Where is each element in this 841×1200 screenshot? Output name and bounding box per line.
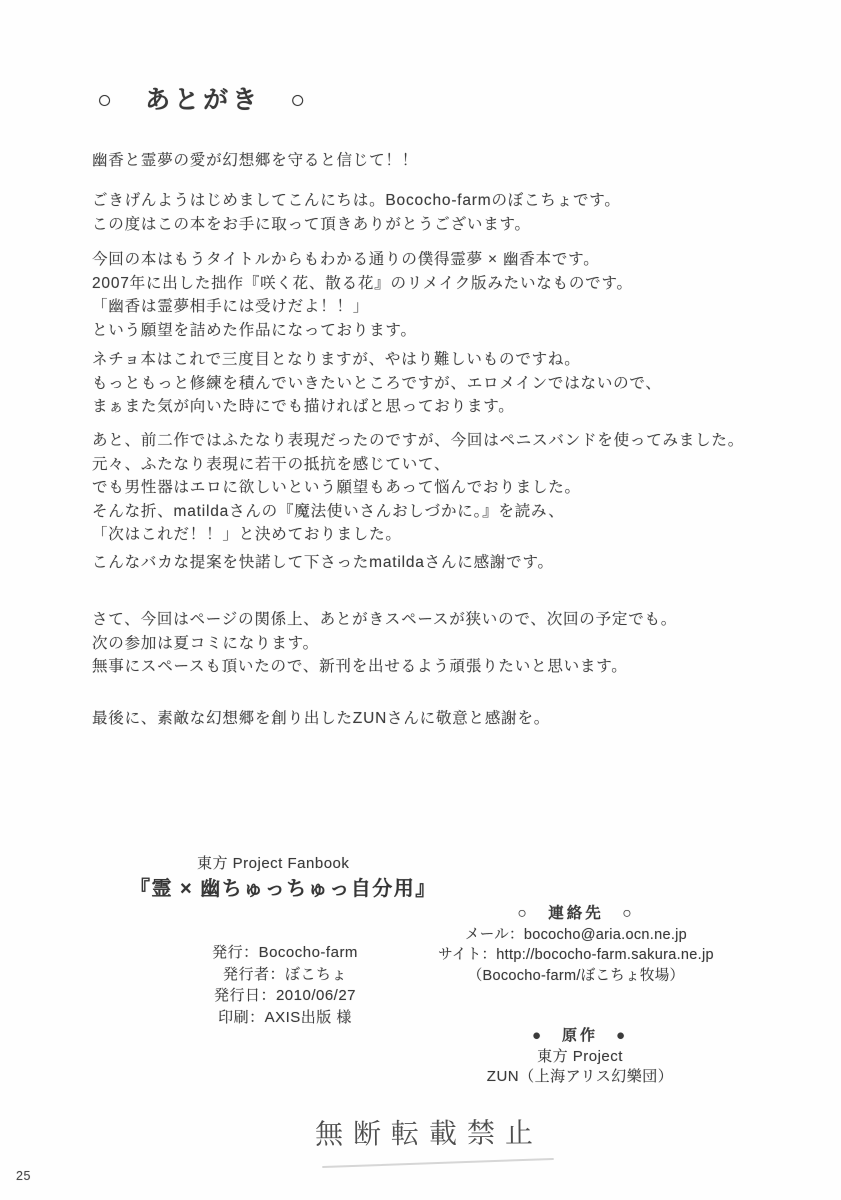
afterword-paragraph (92, 248, 633, 342)
notice-underline (322, 1158, 554, 1168)
afterword-line: そんな折、matildaさんの『魔法使いさんおしづかに。』を読み、 (92, 502, 565, 520)
afterword-line: 幽香と霊夢の愛が幻想郷を守ると信じて！！ (92, 152, 419, 169)
afterword-line: 今回の本はもうタイトルからもわかる通りの僕得霊夢 × 幽香本です。 (92, 251, 600, 268)
afterword-line: 「幽香は霊夢相手には受けだよ！！」 (92, 298, 370, 315)
afterword-line: ごきげんようはじめましてこんにちは。Bococho-farmのぼこちょです。 (92, 192, 621, 209)
original-work-creator: ZUN（上海アリス幻樂団） (486, 1068, 674, 1085)
afterword-line: 「次はこれだ！！」と決めておりました。 (92, 526, 402, 543)
afterword-line: あと、前二作ではふたなり表現だったのですが、今回はペニスバンドを使ってみました。 (92, 432, 745, 449)
afterword-line: 2007年に出した拙作『咲く花、散る花』のリメイク版みたいなものです。 (92, 274, 633, 292)
original-work-heading: ● 原作 ● (531, 1027, 629, 1044)
original-work-title: 東方 Project (537, 1047, 623, 1065)
afterword-line: という願望を詰めた作品になっております。 (92, 321, 417, 339)
afterword-paragraph (92, 429, 744, 547)
afterword-line: 最後に、素敵な幻想郷を創り出したZUNさんに敬意と感謝を。 (92, 710, 551, 727)
no-reproduction-notice: 無断転載禁止 (314, 1116, 544, 1151)
contact-block (408, 904, 744, 986)
contact-site-name: （Bococho-farm/ぼこちょ牧場） (467, 967, 685, 984)
original-work-block (440, 1026, 720, 1088)
afterword-paragraph (92, 707, 550, 731)
page-number: 25 (16, 1169, 31, 1183)
series-line: 東方 Project Fanbook (197, 855, 350, 872)
publish-date-line: 発行日：2010/06/27 (213, 987, 357, 1004)
afterword-line: 無事にスペースも頂いたので、新刊を出せるよう頑張りたいと思います。 (92, 658, 628, 675)
afterword-line: まぁまた気が向いた時にでも描ければと思っております。 (92, 398, 515, 415)
afterword-line: この度はこの本をお手に取って頂きありがとうございます。 (92, 215, 531, 233)
afterword-line: さて、今回はページの関係上、あとがきスペースが狭いので、次回の予定でも。 (92, 611, 678, 628)
contact-email: メール：bococho@aria.ocn.ne.jp (464, 926, 688, 943)
afterword-paragraph (92, 189, 621, 236)
afterword-line: もっともっと修練を積んでいきたいところですが、エロメインではないので、 (92, 374, 662, 392)
printer-line: 印刷：AXIS出版 様 (218, 1008, 352, 1026)
publication-block (170, 942, 400, 1028)
afterword-line: こんなバカな提案を快諾して下さったmatildaさんに感謝です。 (92, 554, 554, 571)
publisher-line: 発行：Bococho-farm (212, 944, 358, 961)
afterword-paragraph (92, 608, 677, 679)
afterword-paragraph (92, 551, 554, 575)
afterword-line: 元々、ふたなり表現に若干の抵抗を感じていて、 (92, 455, 451, 473)
afterword-line: 次の参加は夏コミになります。 (92, 634, 319, 652)
afterword-paragraph (92, 348, 662, 419)
afterword-line: でも男性器はエロに欲しいという願望もあって悩んでおりました。 (92, 479, 581, 496)
afterword-line: ネチョ本はこれで三度目となりますが、やはり難しいものですね。 (92, 351, 581, 368)
book-title: 『霊 × 幽ちゅっちゅっ自分用』 (130, 878, 437, 900)
author-line: 発行者：ぼこちょ (222, 965, 347, 983)
contact-site-url: サイト：http://bococho-farm.sakura.ne.jp (438, 947, 714, 963)
afterword-heading: ○ あとがき ○ (97, 86, 310, 114)
afterword-paragraph (92, 149, 418, 173)
contact-heading: ○ 連絡先 ○ (517, 905, 635, 922)
